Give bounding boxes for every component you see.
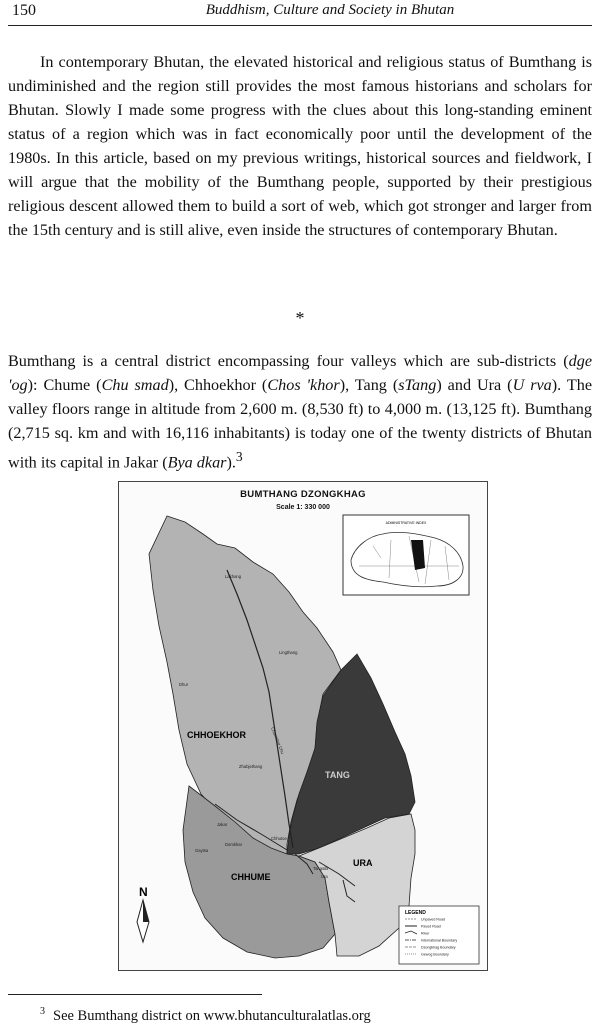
legend-title: LEGEND — [405, 910, 426, 916]
footnote — [40, 1006, 371, 1025]
header-rule — [8, 25, 592, 26]
map-legend — [399, 906, 479, 964]
place-ura-town: Ura — [321, 874, 328, 879]
legend-item-1: Paved Road — [421, 924, 441, 929]
place-chhutoe: Chhutoe — [271, 836, 287, 841]
place-chamkhar-chu: Chamkhar Chu — [270, 726, 286, 755]
place-lingthang: Lingthang — [279, 650, 298, 655]
paragraph-2: Bumthang is a central district encompassing four valleys which are sub-districts (dge 'og): Chume (Chu smad), Chhoekhor (Chos 'khor), Tang (sTang) and Ura (U rva). The valley floors range in altitude from 2,600 m. (8,530 ft) to 4,000 m. (13,125 ft). Bumthang (2,715 sq. km and with 16,116 inhabitants) is today one of the twenty districts of Bhutan with its capital in Jakar (Bya dkar).$^3$ — [8, 352, 593, 472]
map-scale: Scale 1: 330 000 — [276, 504, 330, 511]
place-zhabjethang: Zhabjethang — [239, 764, 263, 769]
footnote-ref: 3 — [235, 449, 243, 464]
map-figure — [118, 481, 488, 971]
section-separator: * — [295, 308, 305, 328]
north-arrow — [137, 885, 149, 942]
legend-item-2: River — [421, 931, 430, 936]
legend-item-0: Unpaved Road — [421, 917, 445, 922]
footnote-rule — [8, 994, 262, 995]
body-text — [8, 50, 592, 242]
footnote-number: 3 — [40, 1006, 45, 1017]
body-text-2 — [8, 349, 592, 474]
label-chhoekhor: CHHOEKHOR — [187, 730, 247, 740]
map-drawing — [119, 482, 487, 970]
place-tangsibi: Tangsibi — [313, 866, 329, 871]
place-jakar: Jakar — [217, 822, 228, 827]
page-header — [8, 0, 592, 24]
label-tang: TANG — [325, 770, 350, 780]
legend-item-5: Gewog Boundary — [421, 952, 449, 957]
map-title: BUMTHANG DZONGKHAG — [240, 489, 366, 500]
place-domkhar: Domkhar — [225, 842, 242, 847]
north-label: N — [139, 885, 148, 899]
page-number: 150 — [12, 2, 36, 19]
label-ura: URA — [353, 858, 373, 868]
legend-item-3: International Boundary — [421, 938, 458, 943]
place-gaytsa: Gaytsa — [195, 848, 209, 853]
legend-item-4: Dzongkhag Boundary — [421, 945, 456, 950]
place-dhur: Dhur — [179, 682, 189, 687]
running-title: Buddhism, Culture and Society in Bhutan — [205, 2, 455, 18]
paragraph-1: In contemporary Bhutan, the elevated historical and religious status of Bumthang is undiminished and the region still provides the most famous historians and scholars for Bhutan. Slowly I made some progress with the clues about this long-standing eminent status of a region which was in fact economically poor until the development of the 1980s. In this article, based on my previous writings, historical sources and fieldwork, I will argue that the mobility of the Bumthang people, supported by their prestigious religious descent allowed them to build a sort of web, which got stronger and larger from the 15th century and is still alive, even inside the structures of contemporary Bhutan. — [8, 53, 592, 239]
label-chhume: CHHUME — [231, 872, 271, 882]
place-lakhang: Lakhang — [225, 574, 242, 579]
footnote-text: See Bumthang district on www.bhutanculturalatlas.org — [53, 1007, 371, 1024]
inset-map — [343, 515, 469, 595]
inset-title: ADMINISTRATIVE INDEX — [385, 521, 427, 525]
